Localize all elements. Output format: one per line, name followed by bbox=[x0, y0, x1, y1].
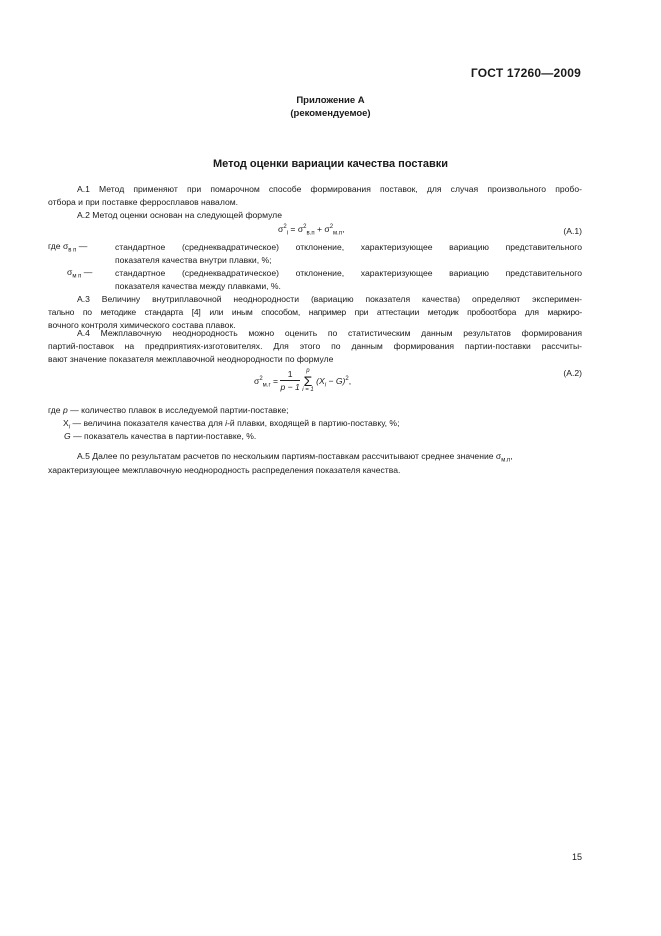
paragraph-a3-line1: А.3 Величину внутриплавочной неоднородности (вариацию показателя качества) определяют эксперимен- bbox=[77, 294, 582, 304]
paragraph-a4-line3: вают значение показателя межплавочной неоднородности по формуле bbox=[48, 354, 334, 364]
formula-a2: $\sigma^2_{м.г}$ = $\frac{1}{p - 1}$ p Σ i = 1 $(X_i - G)^2$, bbox=[254, 368, 352, 393]
defs-a2-item2: $X_i$ — величина показателя качества для i-й плавки, входящей в партию-поставку, %; bbox=[63, 418, 400, 431]
defs-a1-item1-line2: показателя качества внутри плавки, %; bbox=[115, 255, 272, 265]
paragraph-a2: А.2 Метод оценки основан на следующей формуле bbox=[77, 210, 282, 220]
defs-a1-item2-line2: показателя качества между плавками, %. bbox=[115, 281, 281, 291]
paragraph-a4-line1: А.4 Межплавочную неоднородность можно оценить по статистическим данным результатов формирования bbox=[77, 328, 582, 338]
defs-a2-item3: G — показатель качества в партии-поставке, %. bbox=[64, 431, 257, 441]
defs-a2-item1: где p — количество плавок в исследуемой партии-поставке; bbox=[48, 405, 289, 415]
section-title: Метод оценки вариации качества поставки bbox=[212, 158, 449, 170]
formula-a1: $\sigma^2_i = \sigma^2_{в.п} + \sigma^2_{м.п}$, bbox=[278, 224, 345, 237]
paragraph-a5-line1: А.5 Далее по результатам расчетов по нескольким партиям-поставкам рассчитывают среднее значение $\sigma_{м.п}$, bbox=[77, 451, 513, 464]
formula-a1-number: (А.1) bbox=[563, 226, 582, 236]
paragraph-a1-line2: отбора и при поставке ферросплавов навалом. bbox=[48, 197, 239, 207]
defs-a1-where: где $\sigma_{в п}$ — bbox=[48, 241, 88, 254]
paragraph-a4-line2: партий-поставок на предприятиях-изготовителях. Для этого по данным формирования партии-поставки рассчиты- bbox=[48, 341, 582, 351]
paragraph-a1-line1: А.1 Метод применяют при помарочном способе формирования поставок, для случая произвольного пробо- bbox=[77, 184, 582, 194]
paragraph-a5-line2: характеризующее межплавочную неоднородность распределения показателя качества. bbox=[48, 465, 401, 475]
paragraph-a3-line2: тально по методике стандарта [4] или иным способом, например при аттестации методик пробоотбора для маркиро- bbox=[48, 307, 582, 317]
standard-number: ГОСТ 17260—2009 bbox=[470, 66, 581, 80]
defs-a1-item2-line1: стандартное (среднеквадратическое) отклонение, характеризующее вариацию представительного bbox=[115, 268, 582, 278]
paragraph-a3-line3: вочного контроля химического состава плавок. bbox=[48, 320, 236, 330]
defs-a1-item2-symbol: $\sigma_{м п}$ — bbox=[67, 267, 93, 280]
formula-a2-sum: p Σ i = 1 bbox=[302, 368, 314, 393]
defs-a1-item1-line1: стандартное (среднеквадратическое) отклонение, характеризующее вариацию представительного bbox=[115, 242, 582, 252]
page-number: 15 bbox=[571, 852, 582, 862]
formula-a2-number: (А.2) bbox=[563, 368, 582, 378]
appendix-status: (рекомендуемое) bbox=[290, 108, 371, 119]
formula-a2-fraction: $\frac{1}{p - 1}$ bbox=[280, 369, 300, 392]
appendix-title: Приложение А bbox=[296, 95, 365, 106]
